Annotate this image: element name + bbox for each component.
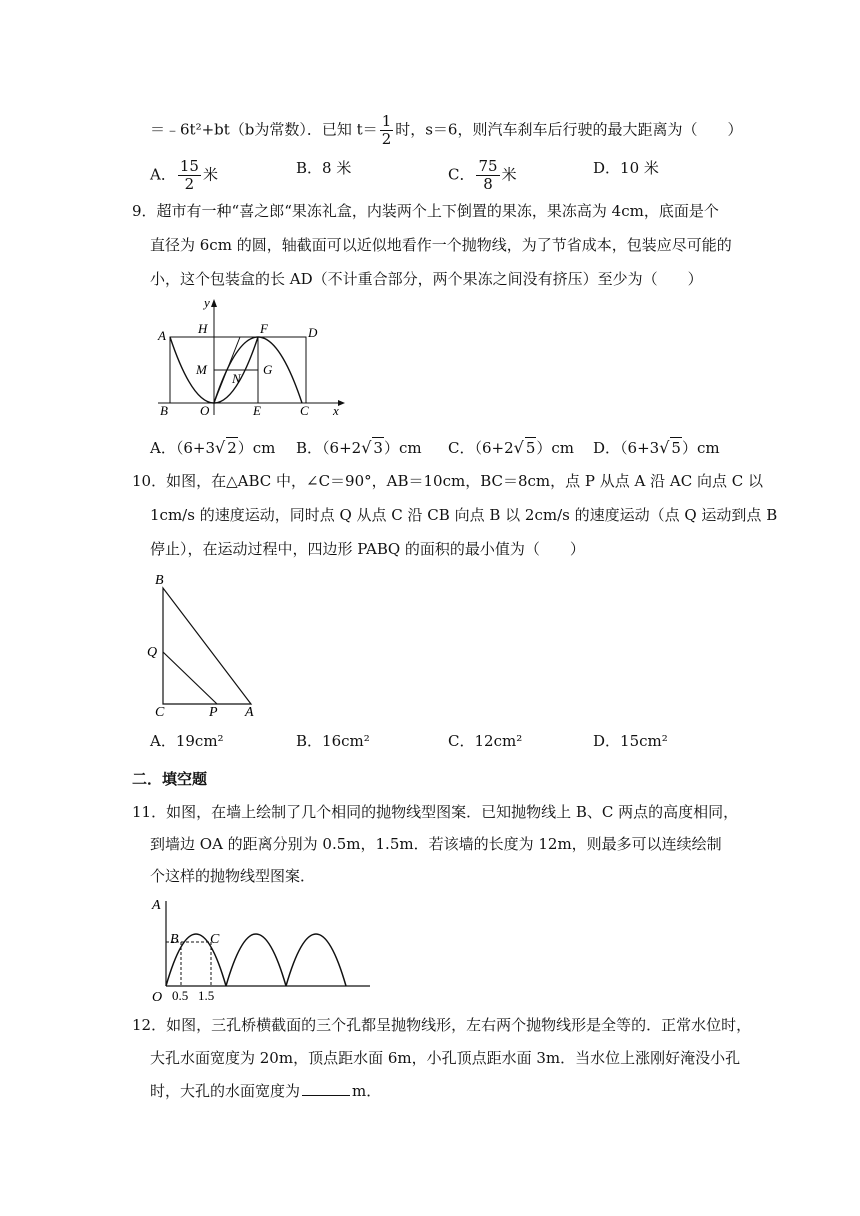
q9-opt-a-radical: √	[215, 438, 226, 457]
q9-label-y: y	[204, 295, 210, 310]
q11-label-a: A	[152, 898, 161, 913]
q10-opt-b-letter: B．	[296, 732, 323, 750]
q9-opt-a-radicand: 2	[227, 439, 237, 457]
q10-label-c: C	[155, 705, 165, 718]
q9-label-b: B	[160, 403, 168, 418]
q12-answer-blank[interactable]	[302, 1081, 350, 1096]
q9-label-o: O	[200, 403, 210, 418]
q10-opt-a-text: 19cm²	[175, 732, 224, 750]
q9-opt-c-pre: （6+2	[474, 439, 514, 457]
q8-frac-num: 1	[381, 112, 392, 130]
q8-opt-c-den: 8	[483, 175, 493, 193]
q9-label-h: H	[198, 321, 208, 336]
q9-opt-a-post: ）cm	[237, 439, 276, 457]
q9-opt-b-radicand: 3	[373, 439, 383, 457]
q9-option-c	[448, 437, 574, 458]
q9-line-2: 直径为 6cm 的圆，轴截面可以近似地看作一个抛物线，为了节省成本，包装应尽可能的	[150, 236, 732, 254]
q8-opt-c-unit: 米	[501, 165, 517, 184]
q9-opt-c-post: ）cm	[536, 439, 575, 457]
q10-option-a	[150, 731, 224, 751]
q9-label-d: D	[308, 325, 318, 340]
q8-opt-a-unit: 米	[202, 165, 218, 184]
q10-line-2: 1cm/s 的速度运动，同时点 Q 从点 C 沿 CB 向点 B 以 2cm/s 的速度运动（点 Q 运动到点 B	[150, 506, 778, 524]
q9-opt-b-radical: √	[361, 438, 372, 457]
q8-opt-a-num: 15	[179, 157, 199, 175]
q11-line-2: 到墙边 OA 的距离分别为 0.5m，1.5m．若该墙的长度为 12m，则最多可以连续绘制	[150, 835, 722, 853]
q9-opt-b-pre: （6+2	[322, 439, 362, 457]
q9-y-arrow	[211, 299, 217, 307]
q8-opt-d-text: 10 米	[620, 159, 659, 177]
q9-option-b	[296, 437, 422, 458]
q10-option-b	[296, 731, 370, 751]
q9-opt-b-post: ）cm	[383, 439, 422, 457]
q11-line-1: 11．如图，在墙上绘制了几个相同的抛物线型图案．已知抛物线上 B、C 两点的高度相同，	[132, 803, 739, 821]
q8-opt-d-letter: D．	[593, 159, 621, 177]
q10-opt-d-letter: D．	[593, 732, 621, 750]
q8-text-a: ＝﹣6t²+bt（b为常数）．已知 t＝	[150, 120, 378, 139]
q9-option-a	[150, 437, 275, 458]
q8-option-d	[593, 158, 659, 178]
q10-opt-d-text: 15cm²	[620, 732, 668, 750]
q8-opt-b-text: 8 米	[322, 159, 352, 177]
q8-opt-b-letter: B．	[296, 159, 323, 177]
q9-label-m: M	[196, 362, 207, 377]
q9-option-d	[593, 437, 720, 458]
q9-opt-d-radical: √	[659, 438, 670, 457]
q12-line-3	[150, 1081, 381, 1101]
q12-line-2: 大孔水面宽度为 20m，顶点距水面 6m，小孔顶点距水面 3m．当水位上涨刚好淹没小孔	[150, 1049, 741, 1067]
q9-label-c: C	[300, 403, 309, 418]
q11-figure	[148, 893, 378, 1005]
q9-opt-c-radicand: 5	[525, 439, 536, 457]
q8-frac-den: 2	[381, 130, 392, 148]
q11-line-3: 个这样的抛物线型图案．	[150, 867, 316, 885]
q9-line-1: 9．超市有一种“喜之郎“果冻礼盒，内装两个上下倒置的果冻，果冻高为 4cm，底面是个	[132, 202, 719, 220]
q10-option-c	[448, 731, 522, 751]
q10-opt-a-letter: A．	[150, 732, 176, 750]
q8-opt-c-letter: C．	[448, 165, 475, 184]
q9-label-x: x	[333, 403, 339, 418]
q8-opt-c-num: 75	[478, 157, 498, 175]
q9-opt-d-letter: D．	[593, 439, 621, 457]
q9-opt-c-radical: √	[513, 438, 524, 457]
q9-label-n: N	[232, 371, 241, 386]
q11-label-c: C	[210, 932, 220, 947]
q10-line-1: 10．如图，在△ABC 中，∠C＝90°，AB＝10cm，BC＝8cm，点 P 从点 A 沿 AC 向点 C 以	[132, 472, 764, 490]
q11-parabola-2	[226, 934, 286, 986]
q10-opt-c-letter: C．	[448, 732, 475, 750]
q8-opt-c-frac	[476, 158, 499, 193]
q8-opt-a-frac	[178, 158, 201, 193]
q11-label-o: O	[152, 990, 163, 1005]
q10-triangle	[163, 588, 251, 704]
q9-figure	[150, 295, 350, 420]
q9-label-f: F	[260, 321, 268, 336]
q10-label-p: P	[209, 705, 218, 718]
q9-opt-d-radicand: 5	[671, 439, 681, 457]
q11-label-05: 0.5	[172, 988, 189, 1003]
q10-segment-qp	[163, 652, 217, 704]
q11-label-b: B	[170, 932, 179, 947]
q9-opt-d-pre: （6+3	[620, 439, 660, 457]
q8-text-b: 时，s＝6，则汽车刹车后行驶的最大距离为（ ）	[395, 120, 743, 139]
q12-line-3-text: 时，大孔的水面宽度为	[150, 1082, 301, 1100]
q9-opt-b-letter: B．	[296, 439, 323, 457]
q11-parabola-3	[286, 934, 346, 986]
q9-opt-d-post: ）cm	[681, 439, 720, 457]
q10-opt-c-text: 12cm²	[474, 732, 523, 750]
q10-label-q: Q	[147, 645, 158, 660]
q8-option-b	[296, 158, 351, 178]
q12-line-3-tail: m．	[352, 1082, 382, 1100]
q10-option-d	[593, 731, 668, 751]
q9-label-g: G	[263, 362, 273, 377]
q8-opt-a-den: 2	[184, 175, 195, 193]
q10-line-3: 停止），在运动过程中，四边形 PABQ 的面积的最小值为（ ）	[150, 540, 585, 558]
q9-opt-c-letter: C．	[448, 439, 475, 457]
q9-opt-a-letter: A．	[150, 439, 176, 457]
q8-option-c	[448, 158, 517, 193]
q9-line-3: 小，这个包装盒的长 AD（不计重合部分，两个果冻之间没有挤压）至少为（ ）	[150, 270, 703, 288]
q9-opt-a-pre: （6+3	[175, 439, 215, 457]
q10-label-a: A	[245, 705, 254, 718]
q11-label-15: 1.5	[198, 988, 215, 1003]
q8-option-a	[150, 158, 218, 193]
q10-figure	[143, 568, 263, 718]
q8-fraction	[380, 113, 394, 148]
q10-opt-b-text: 16cm²	[322, 732, 370, 750]
section-title: 二．填空题	[132, 770, 208, 788]
q9-label-e: E	[253, 403, 261, 418]
q9-x-arrow	[338, 400, 345, 406]
q9-label-a: A	[158, 328, 166, 343]
q8-opt-a-letter: A．	[150, 165, 176, 184]
q10-label-b: B	[155, 573, 164, 588]
q12-line-1: 12．如图，三孔桥横截面的三个孔都呈抛物线形，左右两个抛物线形是全等的．正常水位时，	[132, 1016, 752, 1034]
q8-line	[150, 113, 742, 148]
